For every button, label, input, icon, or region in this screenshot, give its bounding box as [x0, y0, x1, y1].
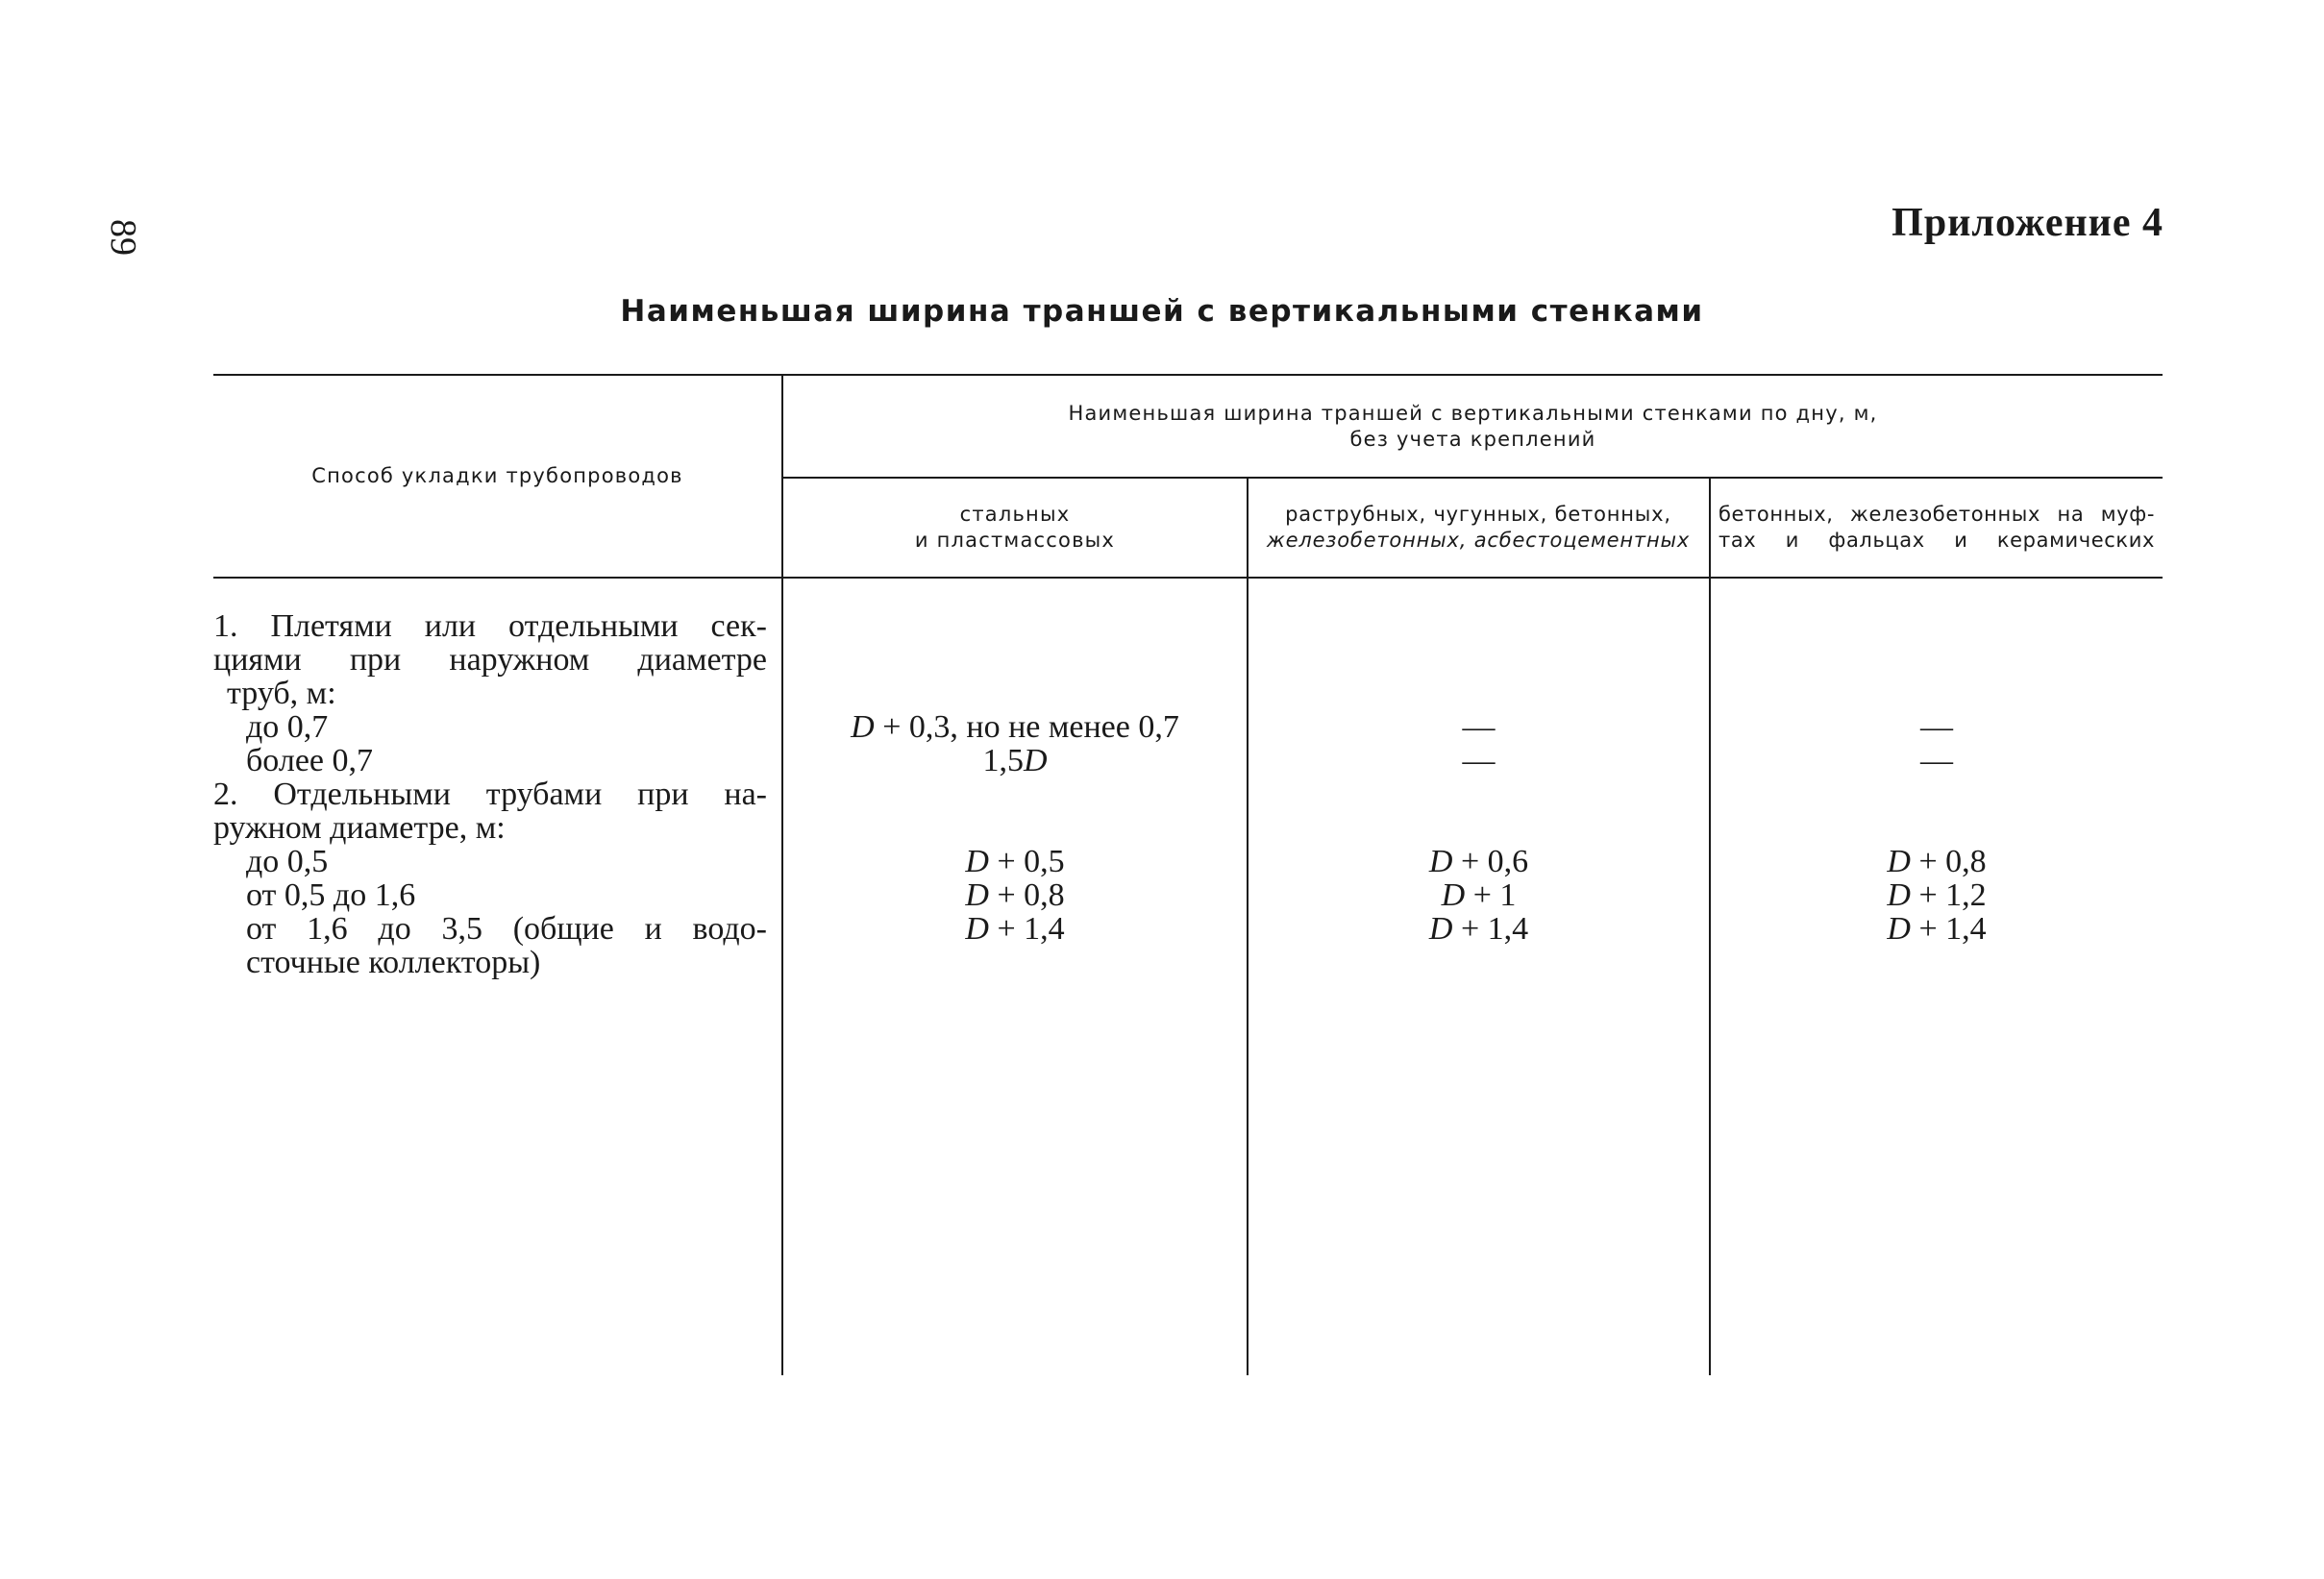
item-1-sub-2: более 0,7 [246, 743, 373, 778]
item-2-sub-2: от 0,5 до 1,6 [246, 877, 416, 913]
value-r4-c3: D + 1,2 [1887, 877, 1987, 913]
value-r2-c3: — [1920, 743, 1953, 778]
value-r1-c2: — [1462, 709, 1496, 745]
header-col-socket: раструбных, чугунных, бетонных, железобетонных, асбестоцементных [1266, 503, 1691, 552]
header-method: Способ укладки трубопроводов [311, 464, 683, 487]
appendix-label: Приложение 4 [1891, 201, 2163, 245]
item-2-sub-3-line-2: сточные коллекторы) [246, 945, 541, 980]
value-r1-c1: D + 0,3, но не менее 0,7 [851, 709, 1179, 745]
item-2-sub-3-line-1: от 1,6 до 3,5 (общие и водо- [246, 911, 767, 947]
item-1-line-2: циями при наружном диаметре [213, 642, 767, 678]
value-r4-c2: D + 1 [1441, 877, 1517, 913]
header-bottom-rule [213, 577, 2163, 579]
method-descriptions [213, 609, 767, 979]
item-2-line-2: ружном диаметре, м: [213, 810, 506, 846]
item-1-sub-1: до 0,7 [246, 709, 329, 745]
value-r3-c1: D + 0,5 [965, 844, 1065, 879]
value-r4-c1: D + 0,8 [965, 877, 1065, 913]
item-1-line-3: труб, м: [227, 676, 336, 711]
header-col-coupling: бетонных, железобетонных на муф- тах и фальцах и керамических [1718, 503, 2155, 552]
value-r3-c2: D + 0,6 [1428, 844, 1529, 879]
header-col-steel: стальных и пластмассовых [914, 503, 1116, 552]
subheader-rule [782, 477, 2163, 479]
table-title: Наименьшая ширина траншей с вертикальными стенками [620, 294, 1704, 329]
value-r5-c3: D + 1,4 [1887, 911, 1987, 947]
value-r2-c2: — [1462, 743, 1496, 778]
value-r1-c3: — [1920, 709, 1953, 745]
value-r5-c1: D + 1,4 [965, 911, 1065, 947]
item-2-line-1: 2. Отдельными трубами при на- [213, 777, 767, 812]
value-r5-c2: D + 1,4 [1428, 911, 1529, 947]
value-r2-c1: 1,5D [982, 743, 1048, 778]
header-width-group: Наименьшая ширина траншей с вертикальными стенками по дну, м, без учета креплений [1068, 402, 1878, 451]
item-1-line-1: 1. Плетями или отдельными сек- [213, 608, 767, 644]
item-2-sub-1: до 0,5 [246, 844, 329, 879]
page-number: 89 [103, 219, 143, 256]
value-r3-c3: D + 0,8 [1887, 844, 1987, 879]
table-top-rule [213, 374, 2163, 376]
